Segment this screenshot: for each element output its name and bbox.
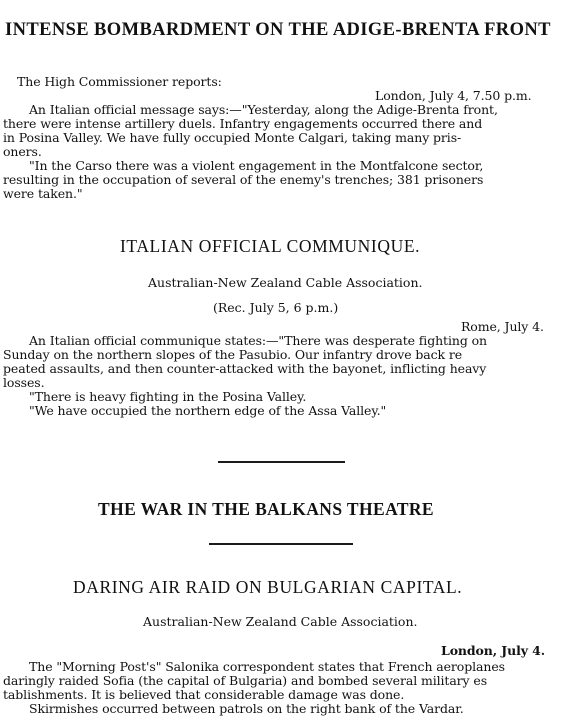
agency-line: Australian-New Zealand Cable Association. [148,275,423,290]
paragraph-line: were taken." [3,186,83,201]
paragraph-line: daringly raided Sofia (the capital of Bulgaria) and bombed several military es [3,673,488,688]
paragraph-line: "We have occupied the northern edge of the Assa Valley." [29,403,387,418]
headline-italian-communique: ITALIAN OFFICIAL COMMUNIQUE. [120,236,421,256]
dateline: Rome, July 4. [461,319,544,334]
agency-line: Australian-New Zealand Cable Association. [143,614,418,629]
headline-balkans-theatre: THE WAR IN THE BALKANS THEATRE [98,499,435,519]
paragraph-line: Skirmishes occurred between patrols on the right bank of the Vardar. [29,701,464,716]
paragraph-line: Sunday on the northern slopes of the Pasubio. Our infantry drove back re [3,347,463,362]
section-divider [218,461,345,463]
headline-adige-brenta: INTENSE BOMBARDMENT ON THE ADIGE-BRENTA FRONT [5,20,551,40]
paragraph-line: resulting in the occupation of several of the enemy's trenches; 381 prisoners [3,172,484,187]
paragraph-line: in Posina Valley. We have fully occupied Monte Calgari, taking many pris- [3,130,462,145]
dateline: London, July 4. [441,643,545,658]
received-line: (Rec. July 5, 6 p.m.) [213,300,339,315]
paragraph-line: An Italian official message says:—"Yesterday, along the Adige-Brenta front, [29,102,498,117]
paragraph-line: tablishments. It is believed that considerable damage was done. [3,687,405,702]
paragraph-line: "There is heavy fighting in the Posina Valley. [29,389,307,404]
paragraph-line: The "Morning Post's" Salonika correspondent states that French aeroplanes [29,659,505,674]
paragraph-line: An Italian official communique states:—"There was desperate fighting on [29,333,487,348]
source-line: The High Commissioner reports: [17,74,222,89]
headline-air-raid: DARING AIR RAID ON BULGARIAN CAPITAL. [73,577,463,597]
paragraph-line: losses. [3,375,45,390]
section-divider [209,543,353,545]
dateline: London, July 4, 7.50 p.m. [375,88,532,103]
paragraph-line: "In the Carso there was a violent engagement in the Montfalcone sector, [29,158,484,173]
paragraph-line: there were intense artillery duels. Infantry engagements occurred there and [3,116,483,131]
paragraph-line: peated assaults, and then counter-attacked with the bayonet, inflicting heavy [3,361,487,376]
paragraph-line: oners. [3,144,42,159]
